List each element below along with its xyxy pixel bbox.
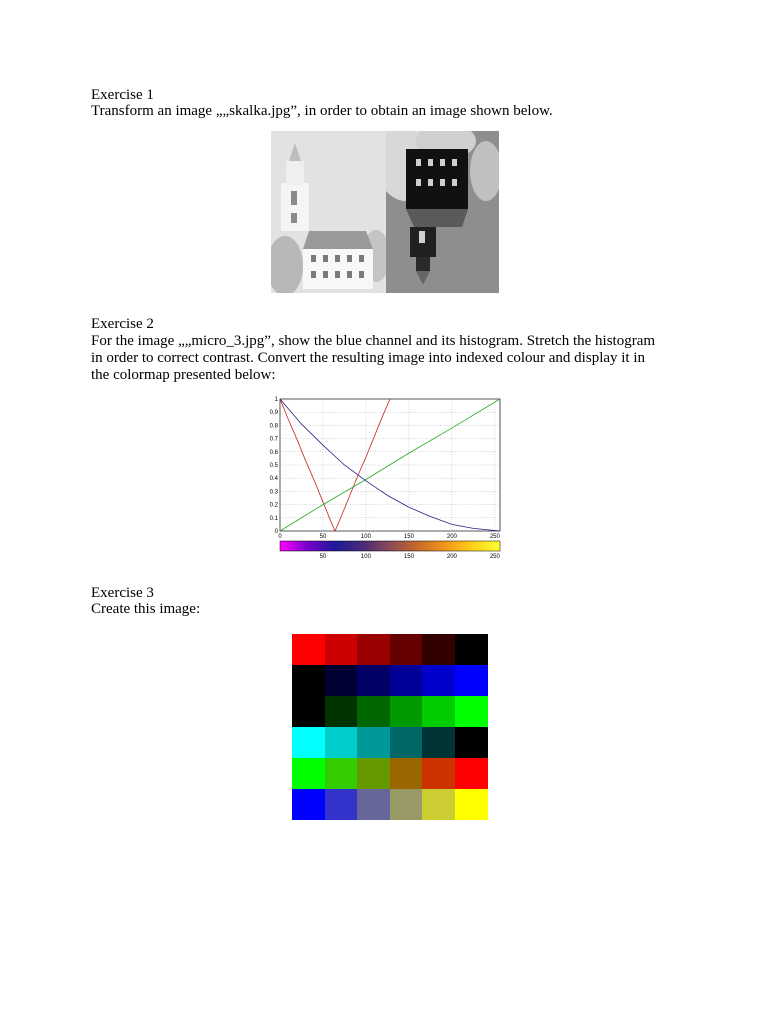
colormap-figure bbox=[266, 393, 506, 573]
y-tick-label: 0.4 bbox=[269, 476, 278, 483]
x-tick-label: 100 bbox=[360, 534, 371, 540]
grid-cell bbox=[455, 634, 488, 665]
grid-cell bbox=[325, 758, 358, 789]
grid-cell bbox=[390, 727, 423, 758]
grid-cell bbox=[455, 727, 488, 758]
grid-cell bbox=[357, 634, 390, 665]
y-tick-label: 0.9 bbox=[269, 410, 278, 417]
x-tick-label: 250 bbox=[489, 534, 500, 540]
exercise-1-heading: Exercise 1 bbox=[91, 87, 154, 103]
skalka-transformed-figure bbox=[271, 131, 499, 293]
grid-cell bbox=[390, 789, 423, 820]
grid-cell bbox=[390, 696, 423, 727]
y-tick-label: 0.1 bbox=[269, 515, 278, 522]
grid-cell bbox=[325, 696, 358, 727]
exercise-1-text: Transform an image „„skalka.jpg”, in order to obtain an image shown below. bbox=[91, 103, 553, 119]
x-tick-label: 0 bbox=[278, 534, 282, 540]
x-tick-label: 200 bbox=[446, 534, 457, 540]
original-photo-half bbox=[271, 131, 386, 293]
grid-cell bbox=[390, 634, 423, 665]
grid-cell bbox=[455, 758, 488, 789]
exercise-3-text: Create this image: bbox=[91, 601, 201, 617]
grid-cell bbox=[325, 789, 358, 820]
grid-cell bbox=[292, 634, 325, 665]
grid-cell bbox=[390, 758, 423, 789]
grid-cell bbox=[390, 665, 423, 696]
grid-cell bbox=[292, 789, 325, 820]
colormap-line-chart bbox=[266, 393, 506, 573]
grid-cell bbox=[422, 665, 455, 696]
exercise-2-heading: Exercise 2 bbox=[91, 316, 154, 332]
colorbar-tick-label: 50 bbox=[319, 554, 327, 560]
y-tick-label: 0.3 bbox=[269, 489, 278, 496]
y-tick-label: 0.2 bbox=[269, 502, 278, 509]
exercise-2-text-line-3: the colormap presented below: bbox=[91, 367, 276, 383]
y-tick-label: 0.8 bbox=[269, 423, 278, 430]
grid-cell bbox=[455, 665, 488, 696]
grid-cell bbox=[292, 696, 325, 727]
inverted-flipped-photo-half bbox=[386, 131, 499, 293]
y-tick-label: 0 bbox=[274, 529, 278, 535]
x-tick-label: 50 bbox=[319, 534, 327, 540]
grid-cell bbox=[325, 727, 358, 758]
grid-cell bbox=[325, 665, 358, 696]
color-grid-image bbox=[292, 634, 487, 820]
colorbar-tick-label: 150 bbox=[403, 554, 414, 560]
grid-cell bbox=[357, 696, 390, 727]
colorbar-tick-label: 200 bbox=[446, 554, 457, 560]
grid-cell bbox=[357, 758, 390, 789]
colorbar bbox=[280, 541, 500, 551]
grid-cell bbox=[292, 758, 325, 789]
grid-cell bbox=[422, 789, 455, 820]
grid-cell bbox=[357, 789, 390, 820]
grid-cell bbox=[455, 789, 488, 820]
grid-cell bbox=[422, 634, 455, 665]
grid-cell bbox=[357, 665, 390, 696]
exercise-3-heading: Exercise 3 bbox=[91, 585, 154, 601]
grid-cell bbox=[422, 758, 455, 789]
grid-cell bbox=[455, 696, 488, 727]
grid-cell bbox=[357, 727, 390, 758]
exercise-2-text-line-2: in order to correct contrast. Convert the resulting image into indexed colour and display it in bbox=[91, 350, 646, 366]
y-tick-label: 0.5 bbox=[269, 463, 278, 469]
grid-cell bbox=[292, 665, 325, 696]
y-tick-label: 1 bbox=[274, 397, 278, 403]
y-tick-label: 0.7 bbox=[269, 436, 278, 443]
exercise-2-text-line-1: For the image „„micro_3.jpg”, show the blue channel and its histogram. Stretch the histogram bbox=[91, 333, 656, 349]
grid-cell bbox=[422, 727, 455, 758]
y-tick-label: 0.6 bbox=[269, 449, 278, 456]
colorbar-tick-label: 100 bbox=[360, 554, 371, 560]
grid-cell bbox=[292, 727, 325, 758]
grid-cell bbox=[422, 696, 455, 727]
colorbar-tick-label: 250 bbox=[489, 554, 500, 560]
x-tick-label: 150 bbox=[403, 534, 414, 540]
grid-cell bbox=[325, 634, 358, 665]
